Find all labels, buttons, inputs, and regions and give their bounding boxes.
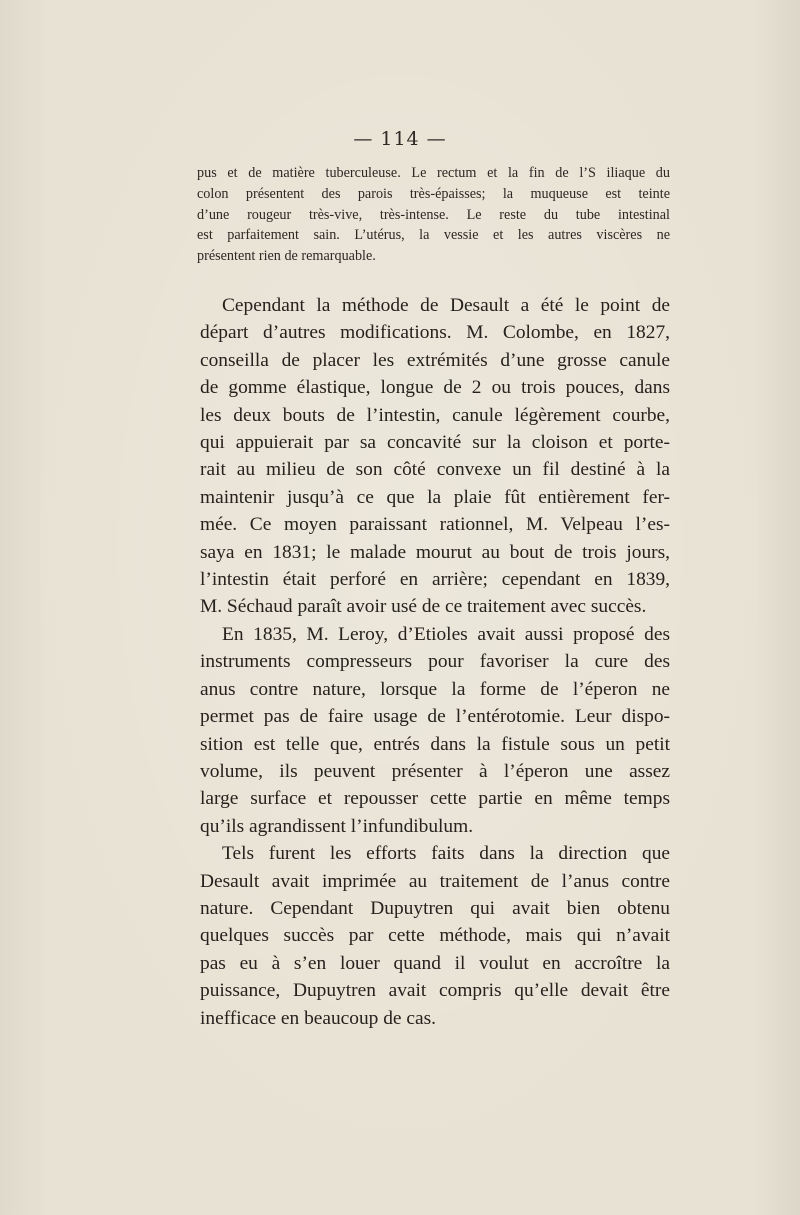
text-line: anus contre nature, lorsque la forme de l’éperon ne bbox=[200, 678, 670, 700]
text-line: puissance, Dupuytren avait compris qu’elle devait être bbox=[200, 980, 670, 1002]
text-line: volume, ils peuvent présenter à l’éperon une assez bbox=[200, 760, 670, 782]
text-line: départ d’autres modifications. M. Colombe, en 1827, bbox=[200, 322, 670, 344]
text-line: Tels furent les efforts faits dans la direction que bbox=[222, 843, 670, 865]
text-line: l’intestin était perforé en arrière; cependant en 1839, bbox=[200, 569, 670, 591]
text-line: qu’ils agrandissent l’infundibulum. bbox=[200, 815, 474, 837]
footnote-line: colon présentent des parois très-épaisses; la muqueuse est teinte bbox=[197, 185, 670, 202]
text-line: nature. Cependant Dupuytren qui avait bien obtenu bbox=[200, 897, 670, 919]
text-line: saya en 1831; le malade mourut au bout de trois jours, bbox=[200, 541, 670, 563]
footnote-block bbox=[197, 163, 670, 267]
paragraph-dupuytren bbox=[200, 840, 670, 1032]
text-line: permet pas de faire usage de l’entérotomie. Leur dispo- bbox=[200, 706, 670, 728]
text-line: conseilla de placer les extrémités d’une grosse canule bbox=[200, 349, 670, 371]
text-line: instruments compresseurs pour favoriser la cure des bbox=[200, 651, 670, 673]
text-line: sition est telle que, entrés dans la fistule sous un petit bbox=[200, 733, 670, 755]
text-line: les deux bouts de l’intestin, canule légèrement courbe, bbox=[200, 404, 670, 426]
text-line: quelques succès par cette méthode, mais qui n’avait bbox=[200, 925, 670, 947]
text-line: En 1835, M. Leroy, d’Etioles avait aussi proposé des bbox=[222, 623, 670, 645]
footnote-line: d’une rougeur très-vive, très-intense. Le reste du tube intestinal bbox=[197, 206, 670, 223]
text-line: rait au milieu de son côté convexe un fil destiné à la bbox=[200, 459, 670, 481]
page-number: — 114 — bbox=[353, 128, 447, 150]
paragraph-leroy-instruments bbox=[200, 621, 670, 840]
text-line: Cependant la méthode de Desault a été le point de bbox=[222, 295, 670, 316]
text-line: pas eu à s’en louer quand il voulut en accroître la bbox=[200, 952, 670, 974]
text-line: M. Séchaud paraît avoir usé de ce traitement avec succès. bbox=[200, 596, 647, 618]
text-line: Desault avait imprimée au traitement de l’anus contre bbox=[200, 870, 670, 892]
footnote-line: présentent rien de remarquable. bbox=[197, 248, 376, 265]
text-line: mée. Ce moyen paraissant rationnel, M. Velpeau l’es- bbox=[200, 514, 670, 536]
text-line: de gomme élastique, longue de 2 ou trois pouces, dans bbox=[200, 377, 670, 399]
text-line: large surface et repousser cette partie en même temps bbox=[200, 788, 670, 810]
text-line: qui appuierait par sa concavité sur la cloison et porte- bbox=[200, 432, 670, 454]
footnote-line: pus et de matière tuberculeuse. Le rectum et la fin de l’S iliaque du bbox=[197, 165, 670, 181]
text-line: inefficace en beaucoup de cas. bbox=[200, 1007, 436, 1029]
footnote-line: est parfaitement sain. L’utérus, la vessie et les autres viscères ne bbox=[197, 227, 670, 244]
paragraph-desault-method bbox=[200, 292, 670, 621]
main-text bbox=[200, 292, 670, 1032]
text-line: maintenir jusqu’à ce que la plaie fût entièrement fer- bbox=[200, 486, 670, 508]
